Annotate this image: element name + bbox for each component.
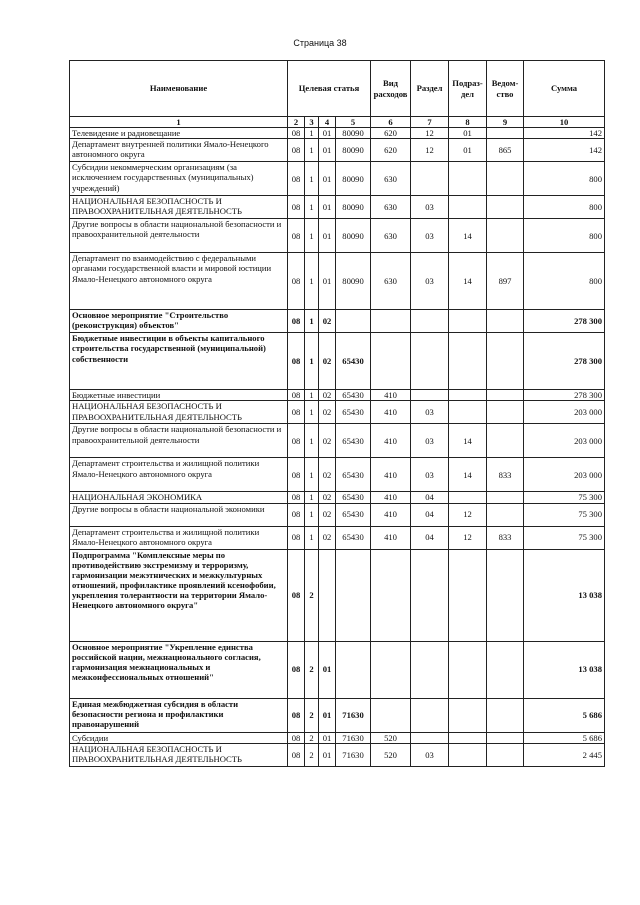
expense-type-code (371, 698, 411, 732)
row-name: Бюджетные инвестиции в объекты капитального строительства государственной (муниципальной) собственности (70, 333, 288, 390)
target-direction-code: 65430 (336, 492, 371, 503)
col-number: 10 (524, 117, 605, 128)
target-direction-code: 80090 (336, 128, 371, 139)
row-name: Основное мероприятие "Строительство (реконструкция) объектов" (70, 310, 288, 333)
table-row (70, 219, 605, 253)
row-name: НАЦИОНАЛЬНАЯ БЕЗОПАСНОСТЬ И ПРАВООХРАНИТЕЛЬНАЯ ДЕЯТЕЛЬНОСТЬ (70, 196, 288, 219)
table-row (70, 526, 605, 549)
target-activity-code: 01 (319, 743, 336, 766)
department-code: 833 (487, 526, 524, 549)
section-code (411, 162, 449, 196)
amount: 75 300 (524, 526, 605, 549)
expense-type-code (371, 333, 411, 390)
department-code: 833 (487, 458, 524, 492)
target-direction-code: 80090 (336, 196, 371, 219)
row-name: НАЦИОНАЛЬНАЯ БЕЗОПАСНОСТЬ И ПРАВООХРАНИТЕЛЬНАЯ ДЕЯТЕЛЬНОСТЬ (70, 743, 288, 766)
amount: 278 300 (524, 390, 605, 401)
amount: 800 (524, 253, 605, 310)
row-name: Подпрограмма "Комплексные меры по противодействию экстремизму и терроризму, гармонизации межэтнических и межкультурных отношений, профилактике проявлений ксенофобии, укрепления толерантности на территории Ямало-Ненецкого автономного округа" (70, 549, 288, 641)
expense-type-code (371, 641, 411, 698)
row-name: НАЦИОНАЛЬНАЯ БЕЗОПАСНОСТЬ И ПРАВООХРАНИТЕЛЬНАЯ ДЕЯТЕЛЬНОСТЬ (70, 401, 288, 424)
target-activity-code: 01 (319, 219, 336, 253)
department-code: 865 (487, 139, 524, 162)
target-activity-code: 02 (319, 458, 336, 492)
section-code (411, 641, 449, 698)
target-subprogram-code: 1 (305, 424, 319, 458)
col-number: 1 (70, 117, 288, 128)
department-code (487, 549, 524, 641)
row-name: Департамент по взаимодействию с федеральными органами государственной власти и мировой юстиции Ямало-Ненецкого автономного округа (70, 253, 288, 310)
section-code: 12 (411, 139, 449, 162)
target-activity-code: 01 (319, 162, 336, 196)
col-summa-header: Сумма (524, 61, 605, 117)
table-row (70, 162, 605, 196)
target-subprogram-code: 2 (305, 549, 319, 641)
section-code: 12 (411, 128, 449, 139)
subsection-code: 01 (449, 128, 487, 139)
target-direction-code: 65430 (336, 526, 371, 549)
row-name: Департамент строительства и жилищной политики Ямало-Ненецкого автономного округа (70, 458, 288, 492)
target-program-code: 08 (288, 549, 305, 641)
target-activity-code: 02 (319, 390, 336, 401)
table-row (70, 732, 605, 743)
amount: 5 686 (524, 732, 605, 743)
subsection-code (449, 162, 487, 196)
amount: 800 (524, 196, 605, 219)
subsection-code: 14 (449, 219, 487, 253)
section-code: 04 (411, 503, 449, 526)
amount: 13 038 (524, 549, 605, 641)
expense-type-code: 630 (371, 219, 411, 253)
expense-type-code: 630 (371, 162, 411, 196)
col-name-header: Наименование (70, 61, 288, 117)
department-code (487, 732, 524, 743)
expense-type-code (371, 310, 411, 333)
col-vedomstvo-header: Ведом-ство (487, 61, 524, 117)
expense-type-code: 620 (371, 139, 411, 162)
section-code (411, 732, 449, 743)
expense-type-code: 410 (371, 526, 411, 549)
target-direction-code: 71630 (336, 732, 371, 743)
col-number: 2 (288, 117, 305, 128)
target-program-code: 08 (288, 424, 305, 458)
section-code: 03 (411, 743, 449, 766)
col-target-header: Целевая статья (288, 61, 371, 117)
amount: 203 000 (524, 424, 605, 458)
col-number: 7 (411, 117, 449, 128)
target-subprogram-code: 1 (305, 196, 319, 219)
section-code (411, 333, 449, 390)
subsection-code: 01 (449, 139, 487, 162)
department-code (487, 503, 524, 526)
target-activity-code: 02 (319, 401, 336, 424)
department-code (487, 310, 524, 333)
target-activity-code (319, 549, 336, 641)
section-code: 03 (411, 219, 449, 253)
target-subprogram-code: 2 (305, 732, 319, 743)
amount: 142 (524, 128, 605, 139)
target-program-code: 08 (288, 128, 305, 139)
target-subprogram-code: 1 (305, 390, 319, 401)
target-activity-code: 02 (319, 310, 336, 333)
target-direction-code: 65430 (336, 390, 371, 401)
table-row (70, 401, 605, 424)
target-activity-code: 02 (319, 526, 336, 549)
section-code: 04 (411, 492, 449, 503)
department-code (487, 196, 524, 219)
target-program-code: 08 (288, 401, 305, 424)
table-row (70, 390, 605, 401)
target-activity-code: 02 (319, 424, 336, 458)
target-activity-code: 01 (319, 196, 336, 219)
section-code: 03 (411, 401, 449, 424)
subsection-code (449, 196, 487, 219)
row-name: Департамент внутренней политики Ямало-Ненецкого автономного округа (70, 139, 288, 162)
target-direction-code (336, 310, 371, 333)
target-subprogram-code: 1 (305, 458, 319, 492)
target-subprogram-code: 2 (305, 743, 319, 766)
subsection-code: 14 (449, 253, 487, 310)
row-name: Субсидии некоммерческим организациям (за исключением государственных (муниципальных) учреждений) (70, 162, 288, 196)
table-row (70, 424, 605, 458)
target-direction-code: 65430 (336, 458, 371, 492)
section-code: 04 (411, 526, 449, 549)
row-name: Единая межбюджетная субсидия в области безопасности региона и профилактики правонарушений (70, 698, 288, 732)
table-row (70, 549, 605, 641)
row-name: Другие вопросы в области национальной безопасности и правоохранительной деятельности (70, 424, 288, 458)
col-number: 9 (487, 117, 524, 128)
col-number: 6 (371, 117, 411, 128)
row-name: Бюджетные инвестиции (70, 390, 288, 401)
subsection-code (449, 549, 487, 641)
expense-type-code: 630 (371, 196, 411, 219)
expense-type-code: 410 (371, 503, 411, 526)
target-program-code: 08 (288, 641, 305, 698)
table-row (70, 128, 605, 139)
department-code (487, 401, 524, 424)
row-name: Телевидение и радиовещание (70, 128, 288, 139)
table-row (70, 333, 605, 390)
expense-type-code: 410 (371, 424, 411, 458)
column-number-row (70, 117, 605, 128)
subsection-code (449, 390, 487, 401)
target-direction-code: 65430 (336, 424, 371, 458)
target-program-code: 08 (288, 390, 305, 401)
amount: 278 300 (524, 333, 605, 390)
department-code (487, 128, 524, 139)
target-program-code: 08 (288, 458, 305, 492)
subsection-code (449, 310, 487, 333)
target-subprogram-code: 1 (305, 333, 319, 390)
expense-type-code: 410 (371, 458, 411, 492)
target-direction-code: 80090 (336, 139, 371, 162)
page-header: Страница 38 (293, 38, 347, 48)
section-code: 03 (411, 424, 449, 458)
amount: 800 (524, 219, 605, 253)
subsection-code (449, 641, 487, 698)
subsection-code: 12 (449, 503, 487, 526)
target-direction-code: 71630 (336, 698, 371, 732)
table-row (70, 458, 605, 492)
col-number: 4 (319, 117, 336, 128)
target-direction-code (336, 549, 371, 641)
amount: 203 000 (524, 458, 605, 492)
target-direction-code: 65430 (336, 333, 371, 390)
target-activity-code: 01 (319, 732, 336, 743)
expense-type-code: 410 (371, 492, 411, 503)
department-code (487, 333, 524, 390)
target-subprogram-code: 1 (305, 401, 319, 424)
target-program-code: 08 (288, 526, 305, 549)
row-name: Департамент строительства и жилищной политики Ямало-Ненецкого автономного округа (70, 526, 288, 549)
target-direction-code: 80090 (336, 219, 371, 253)
target-subprogram-code: 1 (305, 503, 319, 526)
target-subprogram-code: 1 (305, 139, 319, 162)
budget-table (69, 60, 605, 767)
col-number: 5 (336, 117, 371, 128)
row-name: Субсидии (70, 732, 288, 743)
expense-type-code: 520 (371, 732, 411, 743)
target-program-code: 08 (288, 310, 305, 333)
target-subprogram-code: 1 (305, 219, 319, 253)
department-code: 897 (487, 253, 524, 310)
budget-table-body (70, 128, 605, 767)
department-code (487, 219, 524, 253)
department-code (487, 698, 524, 732)
table-row (70, 698, 605, 732)
target-program-code: 08 (288, 333, 305, 390)
amount: 5 686 (524, 698, 605, 732)
target-subprogram-code: 2 (305, 698, 319, 732)
subsection-code (449, 732, 487, 743)
target-program-code: 08 (288, 698, 305, 732)
subsection-code (449, 743, 487, 766)
target-activity-code: 02 (319, 333, 336, 390)
table-row (70, 196, 605, 219)
col-number: 8 (449, 117, 487, 128)
target-subprogram-code: 1 (305, 310, 319, 333)
target-activity-code: 01 (319, 641, 336, 698)
target-subprogram-code: 1 (305, 162, 319, 196)
expense-type-code: 520 (371, 743, 411, 766)
target-direction-code: 71630 (336, 743, 371, 766)
department-code (487, 424, 524, 458)
target-program-code: 08 (288, 253, 305, 310)
section-code (411, 549, 449, 641)
section-code (411, 310, 449, 333)
target-subprogram-code: 2 (305, 641, 319, 698)
header-row (70, 61, 605, 117)
expense-type-code: 620 (371, 128, 411, 139)
target-program-code: 08 (288, 492, 305, 503)
subsection-code (449, 401, 487, 424)
target-subprogram-code: 1 (305, 526, 319, 549)
target-subprogram-code: 1 (305, 128, 319, 139)
target-program-code: 08 (288, 219, 305, 253)
target-program-code: 08 (288, 503, 305, 526)
department-code (487, 492, 524, 503)
target-direction-code: 65430 (336, 401, 371, 424)
target-activity-code: 02 (319, 503, 336, 526)
section-code: 03 (411, 196, 449, 219)
amount: 2 445 (524, 743, 605, 766)
section-code: 03 (411, 458, 449, 492)
amount: 75 300 (524, 503, 605, 526)
target-direction-code: 80090 (336, 162, 371, 196)
table-row (70, 492, 605, 503)
department-code (487, 390, 524, 401)
table-row (70, 641, 605, 698)
target-program-code: 08 (288, 196, 305, 219)
row-name: Основное мероприятие "Укрепление единства российской нации, межнационального согласия, гармонизация межнациональных и межконфессиональных отношений" (70, 641, 288, 698)
target-activity-code: 01 (319, 698, 336, 732)
department-code (487, 641, 524, 698)
col-razdel-header: Раздел (411, 61, 449, 117)
amount: 75 300 (524, 492, 605, 503)
target-program-code: 08 (288, 162, 305, 196)
target-program-code: 08 (288, 732, 305, 743)
section-code: 03 (411, 253, 449, 310)
expense-type-code: 410 (371, 390, 411, 401)
department-code (487, 743, 524, 766)
amount: 13 038 (524, 641, 605, 698)
expense-type-code: 630 (371, 253, 411, 310)
table-row (70, 253, 605, 310)
target-activity-code: 01 (319, 253, 336, 310)
amount: 800 (524, 162, 605, 196)
subsection-code: 12 (449, 526, 487, 549)
target-program-code: 08 (288, 743, 305, 766)
row-name: Другие вопросы в области национальной безопасности и правоохранительной деятельности (70, 219, 288, 253)
row-name: НАЦИОНАЛЬНАЯ ЭКОНОМИКА (70, 492, 288, 503)
amount: 142 (524, 139, 605, 162)
target-activity-code: 01 (319, 128, 336, 139)
col-number: 3 (305, 117, 319, 128)
table-row (70, 310, 605, 333)
department-code (487, 162, 524, 196)
amount: 278 300 (524, 310, 605, 333)
col-vid-header: Вид расходов (371, 61, 411, 117)
expense-type-code (371, 549, 411, 641)
amount: 203 000 (524, 401, 605, 424)
target-direction-code: 80090 (336, 253, 371, 310)
section-code (411, 390, 449, 401)
subsection-code: 14 (449, 458, 487, 492)
target-subprogram-code: 1 (305, 492, 319, 503)
section-code (411, 698, 449, 732)
table-row (70, 139, 605, 162)
row-name: Другие вопросы в области национальной экономики (70, 503, 288, 526)
table-row (70, 503, 605, 526)
expense-type-code: 410 (371, 401, 411, 424)
col-podrazdel-header: Подраз-дел (449, 61, 487, 117)
table-row (70, 743, 605, 766)
subsection-code (449, 492, 487, 503)
target-direction-code: 65430 (336, 503, 371, 526)
target-activity-code: 01 (319, 139, 336, 162)
target-direction-code (336, 641, 371, 698)
subsection-code: 14 (449, 424, 487, 458)
subsection-code (449, 333, 487, 390)
subsection-code (449, 698, 487, 732)
target-activity-code: 02 (319, 492, 336, 503)
target-program-code: 08 (288, 139, 305, 162)
target-subprogram-code: 1 (305, 253, 319, 310)
